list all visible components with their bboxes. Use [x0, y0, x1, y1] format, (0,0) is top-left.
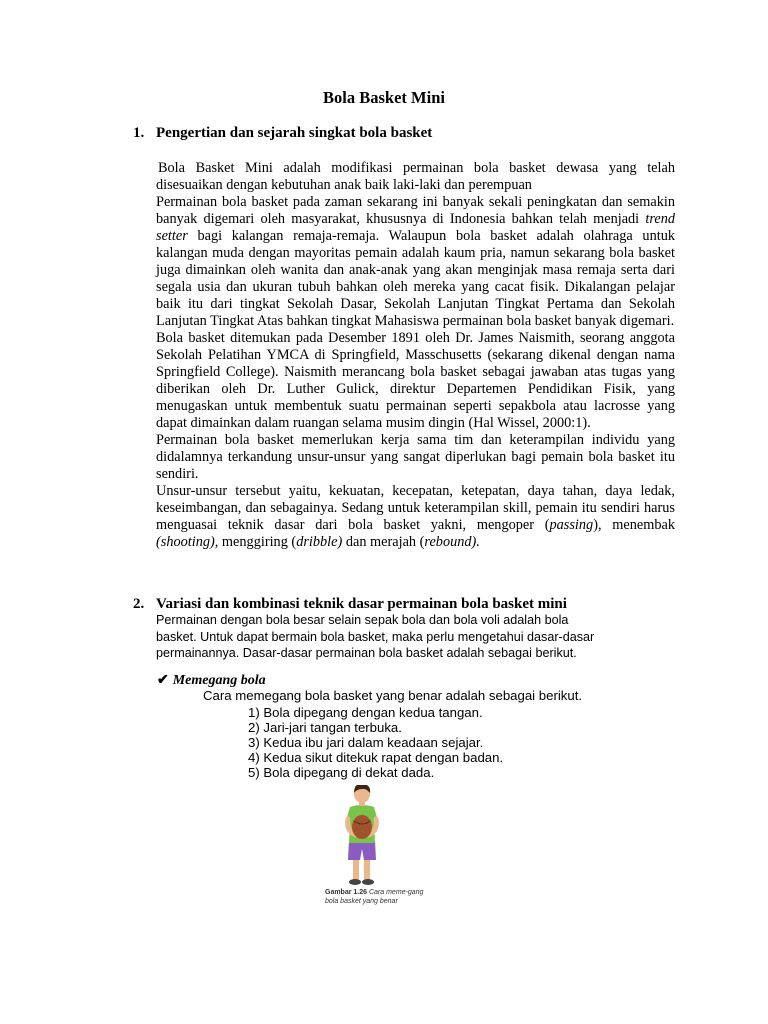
- caption-text: Cara meme-gang bola basket yang benar: [325, 889, 424, 905]
- holding-title: Memegang bola: [172, 673, 266, 688]
- holding-heading: [157, 672, 266, 689]
- list-item: 1) Bola dipegang dengan kedua tangan.: [248, 705, 483, 720]
- section-2-title: Variasi dan kombinasi teknik dasar permainan bola basket mini: [156, 596, 567, 612]
- section-2-number: 2.: [133, 596, 145, 612]
- section-2-body: [156, 612, 596, 662]
- paragraph: Permainan bola basket pada zaman sekarang ini banyak sekali peningkatan dan semakin banyak digemari oleh masyarakat, khususnya di Indonesia bahkan telah menjadi trend setter bagi kalangan remaja-remaja. Walaupun bola basket adalah olahraga untuk kalangan muda dengan mayoritas pemain adalah kaum pria, namun sekarang bola basket juga dimainkan oleh wanita dan anak-anak yang akan menginjak masa remaja serta dari segala usia dan ukuran tubuh bahkan oleh mereka yang cacat fisik. Dikalangan pelajar baik itu dari tingkat Sekolah Dasar, Sekolah Lanjutan Tingkat Pertama dan Sekolah Lanjutan Tingkat Atas bahkan tingkat Mahasiswa permainan bola basket banyak digemari.: [156, 194, 675, 329]
- list-item: 2) Jari-jari tangan terbuka.: [248, 720, 402, 735]
- section-1-heading: [133, 125, 432, 142]
- caption-label: Gambar 1.26: [325, 889, 368, 896]
- section-1-title: Pengertian dan sejarah singkat bola basket: [156, 125, 433, 141]
- holding-steps: [248, 705, 503, 780]
- list-item: 4) Kedua sikut ditekuk rapat dengan badan.: [248, 750, 504, 765]
- section-2-heading: [133, 596, 567, 613]
- paragraph: Permainan dengan bola besar selain sepak bola dan bola voli adalah bola basket. Untuk dapat bermain bola basket, maka perlu mengetahui dasar-dasar permainannya. Dasar-dasar permainan bola basket adalah sebagai berikut.: [156, 613, 595, 660]
- boy-illustration: [346, 785, 378, 885]
- document-title: Bola Basket Mini: [323, 88, 445, 107]
- figure-caption: [325, 888, 435, 906]
- paragraph: Unsur-unsur tersebut yaitu, kekuatan, kecepatan, ketepatan, daya tahan, daya ledak, keseimbangan, dan sebagainya. Sedang untuk keterampilan skill, pemain itu sendiri harus menguasai teknik dasar dari bola basket yakni, mengoper (passing), menembak (shooting), menggiring (dribble) dan merajah (rebound).: [156, 483, 675, 550]
- paragraph: Bola basket ditemukan pada Desember 1891 oleh Dr. James Naismith, seorang anggota Sekolah Pelatihan YMCA di Springfield, Masschusetts (sekarang dikenal dengan nama Springfield College). Naismith merancang bola basket sebagai jawaban atas tugas yang diberikan oleh Dr. Luther Gulick, direktur Departemen Pendidikan Fisik, yang menugaskan untuk membentuk suatu permainan seperti sepakbola atau lacrosse yang dapat dimainkan dalam ruangan selama musim dingin (Hal Wissel, 2000:1).: [156, 330, 675, 431]
- list-item: 5) Bola dipegang di dekat dada.: [248, 765, 435, 780]
- section-1-body: [156, 160, 675, 551]
- holding-intro: Cara memegang bola basket yang benar adalah sebagai berikut.: [203, 688, 583, 703]
- paragraph: Bola Basket Mini adalah modifikasi permainan bola basket dewasa yang telah disesuaikan dengan kebutuhan anak baik laki-laki dan perempuan: [156, 160, 675, 193]
- list-item: 3) Kedua ibu jari dalam keadaan sejajar.: [248, 735, 484, 750]
- section-1-number: 1.: [133, 125, 145, 141]
- paragraph: Permainan bola basket memerlukan kerja sama tim dan keterampilan individu yang didalamnya terkandung unsur-unsur yang sangat diperlukan bagi pemain bola basket itu sendiri.: [156, 432, 675, 482]
- checkmark-icon: ✔: [157, 673, 169, 688]
